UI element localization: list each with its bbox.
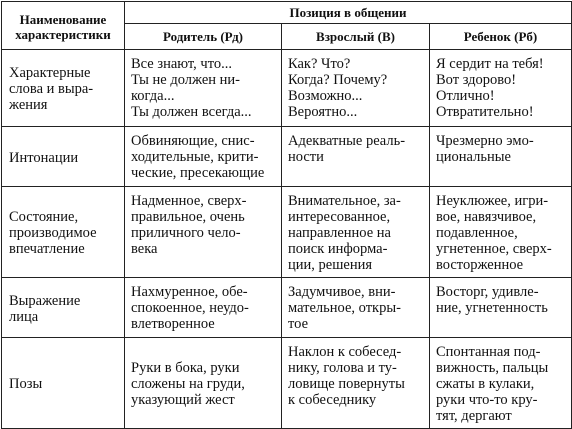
cell-line: влетворенное (131, 316, 215, 332)
cell-line: подавленное, (436, 225, 518, 241)
cell-line: Наклон к собесед- (288, 344, 402, 360)
header-group-label: Позиция в общении (289, 5, 407, 20)
cell-line: Вероятно... (288, 104, 358, 120)
cell-adult (282, 127, 430, 187)
table-row (2, 187, 572, 278)
cell-line: спокоенное, неудо- (131, 300, 249, 316)
row-label-line: Позы (9, 376, 43, 392)
cell-line: когда... (131, 88, 175, 104)
cell-line: направленное на (288, 225, 391, 241)
cell-line: ние, угнетенность (436, 300, 548, 316)
cell-line: Отлично! (436, 88, 495, 104)
column-header-label: Родитель (Рд) (162, 29, 244, 44)
row-label (2, 278, 125, 338)
cell-line: Адекватные реаль- (288, 133, 406, 149)
cell-parent (125, 187, 282, 278)
table-row (2, 338, 572, 429)
header-group (125, 2, 572, 24)
cell-line: ходительные, крити- (131, 149, 259, 165)
cell-line: Неуклюжее, игри- (436, 193, 549, 209)
column-header-label: Взрослый (В) (316, 29, 395, 44)
cell-child (430, 127, 572, 187)
column-header-parent (125, 24, 282, 50)
cell-line: циональные (436, 149, 511, 165)
cell-line: руки что-то кру- (436, 392, 538, 408)
header-name-line: характеристики (15, 26, 111, 42)
cell-line: правильное, очень (131, 209, 245, 225)
cell-line: Руки в бока, руки (131, 360, 240, 376)
header-name-column (2, 2, 125, 50)
cell-line: Обвиняющие, сниc- (131, 133, 255, 149)
cell-line: Задумчивое, вни- (288, 284, 396, 300)
cell-line: Вот здорово! (436, 72, 517, 88)
cell-line: ловище повернуты (288, 376, 405, 392)
cell-adult (282, 187, 430, 278)
cell-parent (125, 278, 282, 338)
cell-line: ции, решения (288, 257, 373, 273)
cell-line: Надменное, сверх- (131, 193, 247, 209)
row-label (2, 338, 125, 429)
cell-parent (125, 338, 282, 429)
cell-line: вижность, пальцы (436, 360, 549, 376)
communication-positions-table (1, 1, 572, 429)
cell-line: угнетенное, сверх- (436, 241, 552, 257)
cell-line: Нахмуренное, обе- (131, 284, 248, 300)
cell-line: интересованное, (288, 209, 391, 225)
row-label-line: Характерные (9, 65, 91, 81)
cell-adult (282, 50, 430, 127)
cell-line: приличного чело- (131, 225, 241, 241)
row-label-line: слова и выра- (9, 81, 94, 97)
column-header-child (430, 24, 572, 50)
cell-line: к собеседнику (288, 392, 377, 408)
cell-parent (125, 127, 282, 187)
cell-line: Когда? Почему? (288, 72, 388, 88)
row-label-line: лица (9, 308, 39, 325)
cell-adult (282, 338, 430, 429)
cell-child (430, 338, 572, 429)
cell-line: Все знают, что... (131, 56, 232, 72)
cell-line: Ты не должен ни- (131, 72, 240, 88)
cell-child (430, 187, 572, 278)
cell-line: восторженное (436, 257, 524, 273)
row-label-line: Состояние, (9, 209, 79, 225)
cell-line: Отвратительно! (436, 104, 534, 120)
cell-line: Чрезмерно эмо- (436, 133, 534, 149)
cell-line: Восторг, удивле- (436, 284, 539, 300)
cell-line: Ты должен всегда... (131, 104, 252, 120)
cell-line: ности (288, 149, 324, 165)
cell-line: тят, дергают (436, 408, 512, 424)
row-label-line: впечатление (9, 241, 85, 257)
cell-line: мательное, откры- (288, 300, 401, 316)
cell-line: сложены на груди, (131, 376, 245, 392)
cell-adult (282, 278, 430, 338)
row-label-line: Выражение (9, 292, 81, 309)
cell-line: тое (288, 316, 309, 332)
row-label (2, 127, 125, 187)
row-label (2, 50, 125, 127)
column-header-label: Ребенок (Рб) (463, 29, 538, 44)
row-label-line: производимое (9, 225, 97, 241)
row-label-line: Интонации (9, 149, 79, 166)
cell-child (430, 278, 572, 338)
row-label (2, 187, 125, 278)
column-header-adult (282, 24, 430, 50)
cell-line: нику, голова и ту- (288, 360, 397, 376)
cell-line: ческие, пресекающие (131, 165, 265, 181)
table-row (2, 127, 572, 187)
cell-line: поиск информа- (288, 241, 388, 257)
cell-line: Спонтанная под- (436, 344, 541, 360)
cell-line: Я сердит на тебя! (436, 56, 544, 72)
table-row (2, 278, 572, 338)
cell-parent (125, 50, 282, 127)
cell-child (430, 50, 572, 127)
cell-line: Возможно... (288, 88, 363, 104)
cell-line: Внимательное, за- (288, 193, 401, 209)
cell-line: вое, навязчивое, (436, 209, 537, 225)
cell-line: указующий жест (131, 392, 235, 408)
cell-line: сжаты в кулаки, (436, 376, 535, 392)
table-row (2, 50, 572, 127)
row-label-line: жения (9, 97, 48, 113)
cell-line: Как? Что? (288, 56, 351, 72)
cell-line: века (131, 241, 158, 257)
header-name-line: Наименование (19, 11, 107, 27)
